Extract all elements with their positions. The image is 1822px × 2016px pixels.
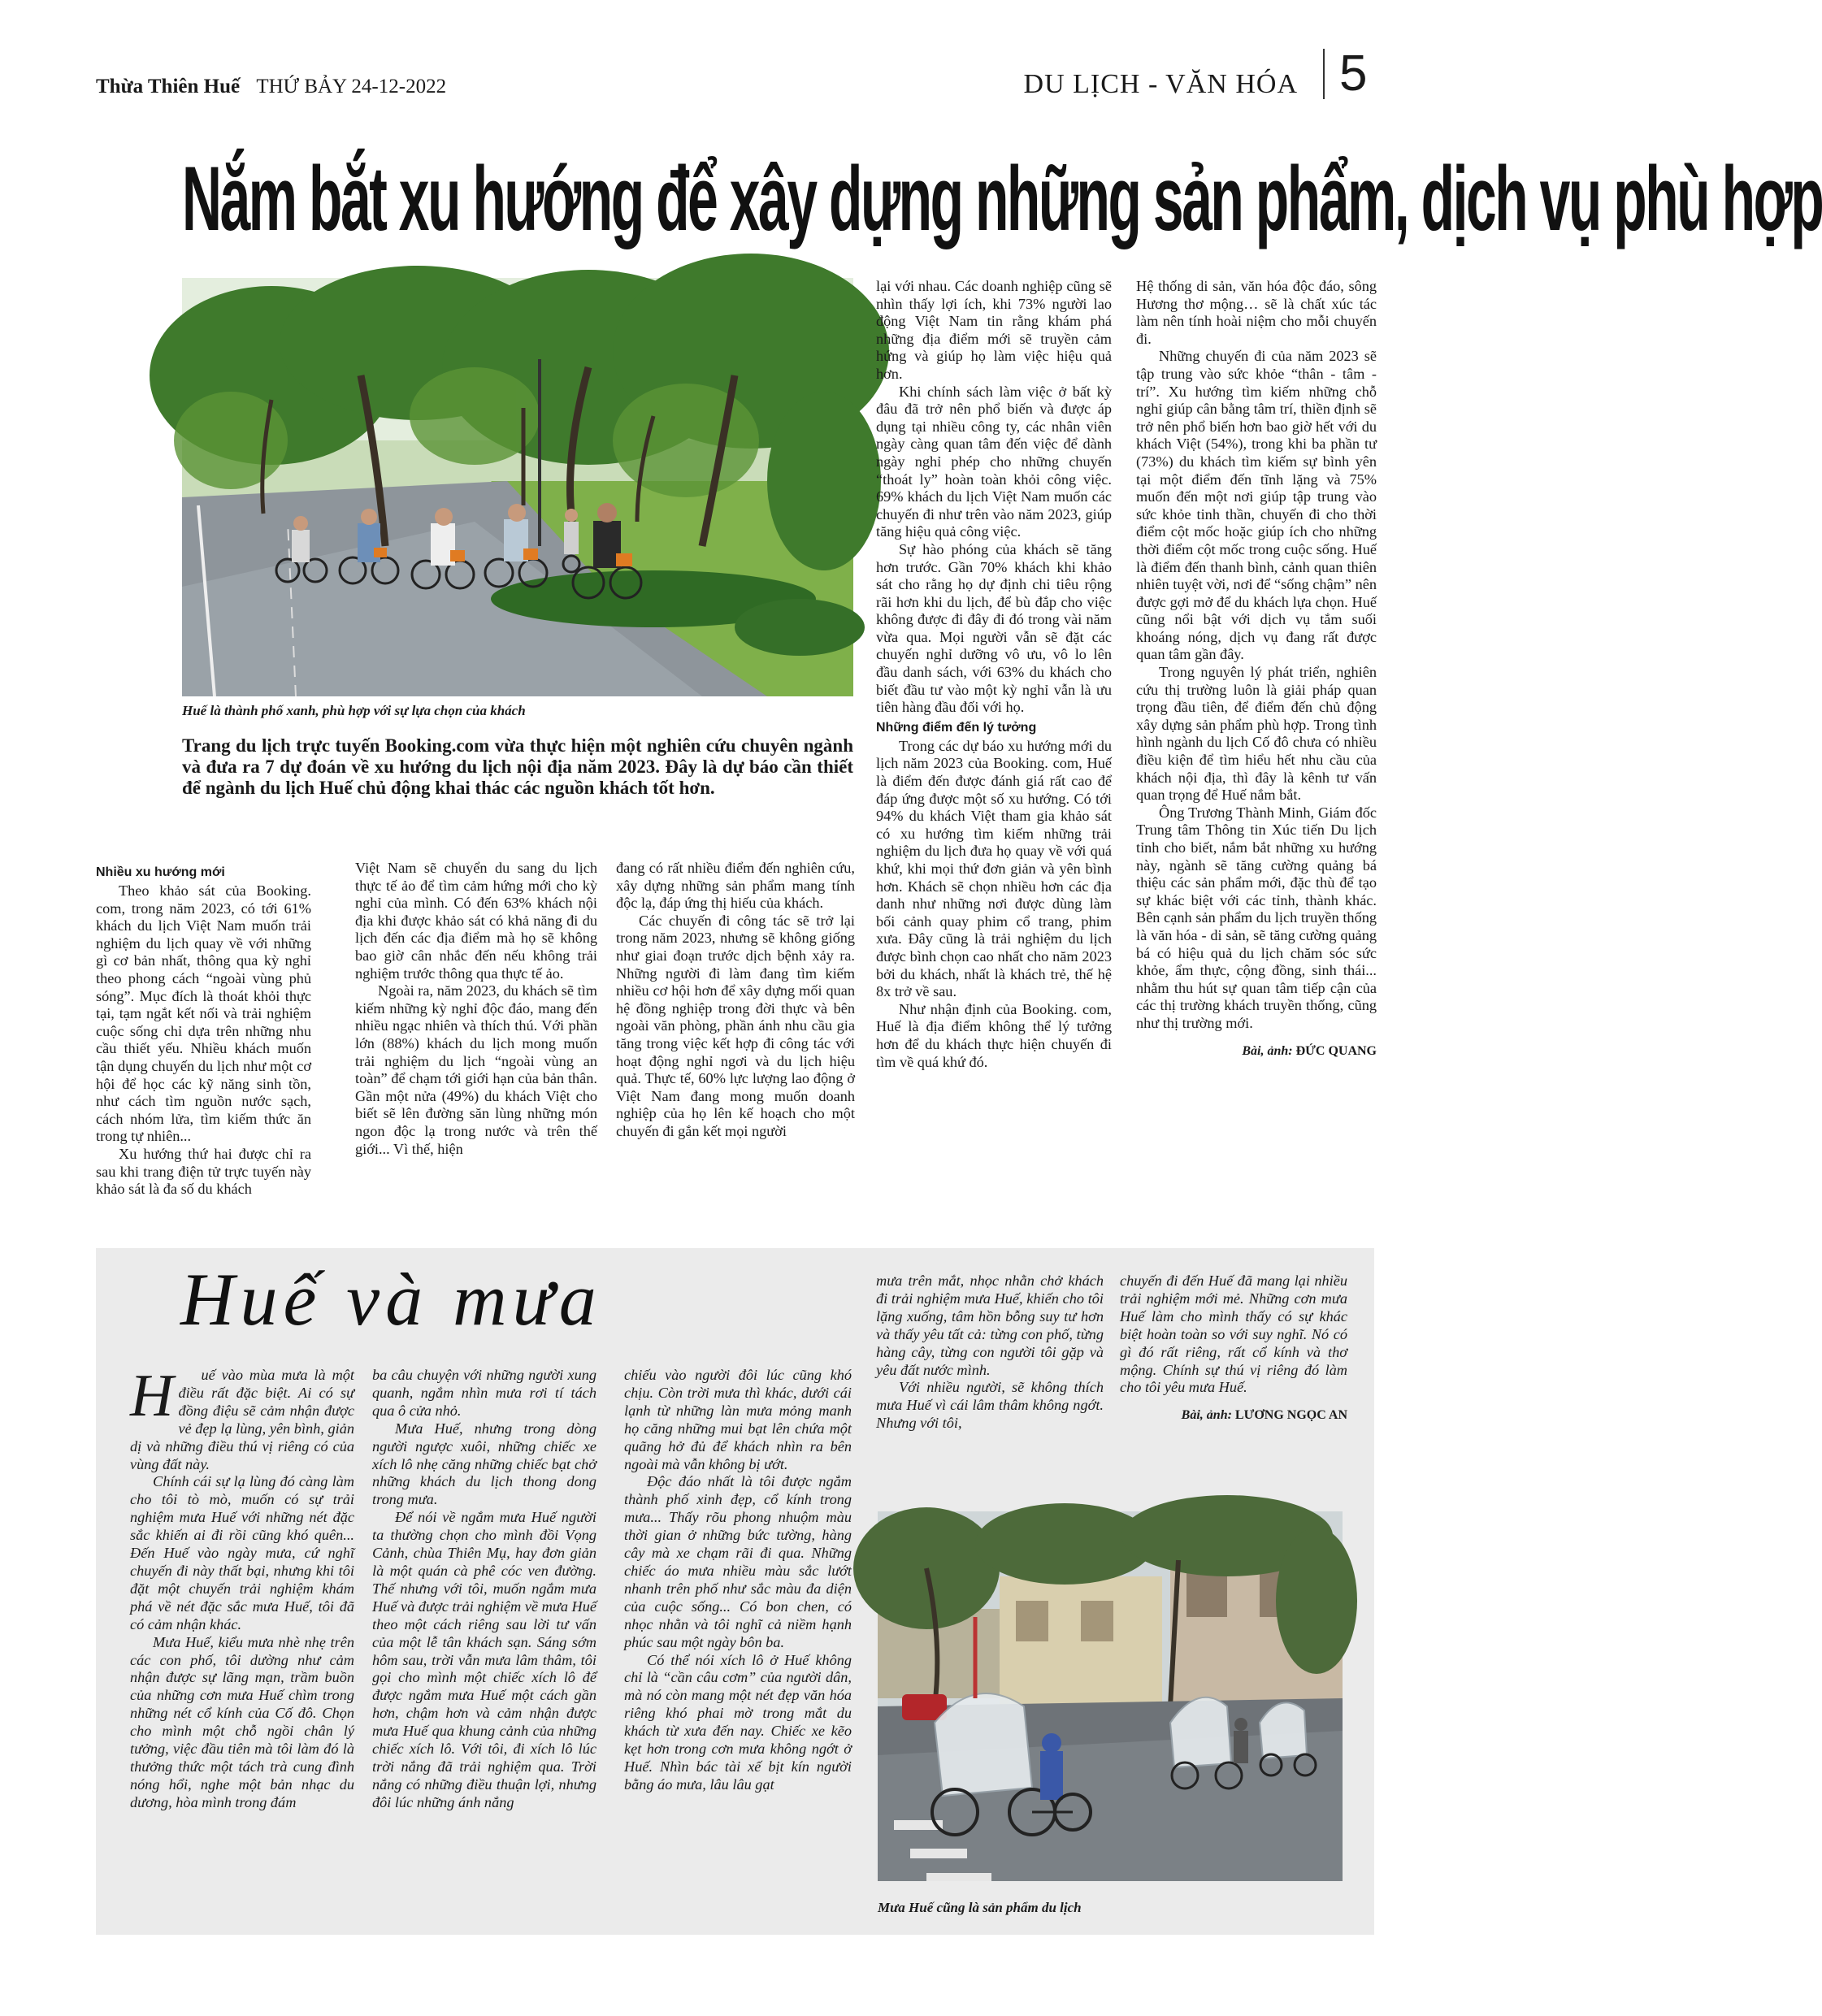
story1-subheading-1: Nhiều xu hướng mới xyxy=(96,865,225,879)
story2-byline: Bài, ảnh: LƯƠNG NGỌC AN xyxy=(1181,1408,1347,1423)
story1-column-2 xyxy=(355,860,597,1158)
paragraph: Trong nguyên lý phát triển, nghiên cứu thị trường luôn là giải pháp quan trọng đầu tiên, để điểm đến chủ động xây dựng sản phẩm phù hợp. Trong tình hình ngành du lịch Cố đô chưa có nhiều điều kiện để tìm hiểu hết nhu cầu của khách nội địa, thì đây là kênh tư vấn quan trọng để Huế nắm bắt. xyxy=(1136,664,1377,804)
rainy-street-cyclo-photo xyxy=(878,1511,1343,1881)
paragraph: Độc đáo nhất là tôi được ngắm thành phố xinh đẹp, cổ kính trong mưa... Thấy rõu phong nhuộm màu thời gian ở những bức tường, hàng cây mà xe chạm rãi đi qua. Những chiếc áo mưa nhiều màu sắc lướt nhanh trên phố như sắc màu đa diện của cuộc sống... Có bon chen, có nhọc nhằn và tôi nghĩ cả niềm hạnh phúc sau một ngày bôn ba. xyxy=(624,1473,852,1650)
paragraph: Ông Trương Thành Minh, Giám đốc Trung tâm Thông tin Xúc tiến Du lịch tỉnh cho biết, nắm bắt những xu hướng này, ngành sẽ tăng cường quảng bá thiệu các sản phẩm mới, đặc thù để tạo sự khác biệt với các tỉnh, thành khác. Bên cạnh sản phẩm du lịch truyền thống là văn hóa - di sản, sẽ tăng cường quảng bá có hiệu quả du lịch chăm sóc sức khỏe, ẩm thực, cộng đồng, sinh thái... nhằm thu hút sự quan tâm tiếp cận của các thị trường khách truyền thống, cũng như thị trường mới. xyxy=(1136,804,1377,1031)
story1-headline: Nắm bắt xu hướng để xây dựng những sản phẩm, dịch vụ phù hợp xyxy=(182,148,1822,249)
story2-column-3 xyxy=(624,1367,852,1794)
story1-byline: Bài, ảnh: ĐỨC QUANG xyxy=(1242,1043,1377,1058)
story1-photo-caption: Huế là thành phố xanh, phù hợp với sự lựa chọn của khách xyxy=(182,703,526,718)
paragraph: Trong các dự báo xu hướng mới du lịch năm 2023 của Booking. com, Huế là điểm đến được đánh giá rất cao để đáp ứng được một số xu hướng. Có tới 94% du khách Việt tham gia khảo sát có xu hướng tìm kiếm những trải nghiệm du lịch đưa họ quay về với quá khứ, khi mọi thứ đơn giản và yên bình hơn. Khách sẽ chọn nhiều hơn các địa danh như những nơi được dùng làm bối cảnh quay phim cổ trang, phim xưa. Đây cũng là trải nghiệm du lịch được bình chọn cao nhất cho năm 2023 bởi du khách, nhất là khách trẻ, thế hệ 8x trở về sau. xyxy=(876,737,1112,1000)
paper-name: Thừa Thiên Huế xyxy=(96,76,241,98)
paragraph: Có thể nói xích lô ở Huế không chỉ là “cần câu cơm” của người dân, mà nó còn mang một nét đẹp văn hóa riêng khó phai mờ trong mắt du khách từ xưa đến nay. Chiếc xe kẽo kẹt hơn trong cơn mưa không ngớt ở Huế. Nhìn bác tài xế bịt kín người bằng áo mưa, lâu lâu gạt xyxy=(624,1651,852,1793)
story2-column-1 xyxy=(130,1363,354,1812)
story2-title: Huế và mưa xyxy=(180,1258,602,1341)
paragraph: Mưa Huế, nhưng trong dòng người ngược xuôi, những chiếc xe xích lô nhẹ căng những chiếc bạt chở những khách du lịch thong dong trong mưa. xyxy=(372,1420,596,1508)
tree-lined-road-photo xyxy=(182,278,853,696)
paragraph: uế vào mùa mưa là một điều rất đặc biệt. Ai có sự đồng điệu sẽ cảm nhận được vẻ đẹp lạ lùng, yên bình, giản dị và những điều thú vị riêng có của vùng đất này. xyxy=(130,1367,354,1472)
paragraph: Mưa Huế, kiểu mưa nhè nhẹ trên các con phố, tôi dường như cảm nhận được sự lãng mạn, trầm buồn của những cơn mưa Huế chìm trong những nét cổ kính của Cố đô. Chọn cho mình một chỗ ngồi chân lý tưởng, việc đầu tiên mà tôi làm đó là thưởng thức một tách trà cung đình nóng hổi, nghe một bản nhạc du dương, hòa mình trong đám xyxy=(130,1633,354,1810)
paragraph: Các chuyến đi công tác sẽ trở lại trong năm 2023, nhưng sẽ không giống như giai đoạn trước dịch bệnh xảy ra. Những người đi làm đang tìm kiếm nhiều cơ hội hơn để xây dựng mối quan hệ đồng nghiệp trong đời thực và bên ngoài văn phòng, phần ánh nhu cầu gia tăng trong việc kết hợp đi công tác với hoạt động nghỉ ngơi và du lịch hiệu quả. Thực tế, 60% lực lượng lao động ở Việt Nam đang mong muốn doanh nghiệp của họ lên kế hoạch cho một chuyến đi gắn kết mọi người xyxy=(616,912,855,1139)
story1-subheading-2: Những điểm đến lý tưởng xyxy=(876,720,1037,735)
paragraph: Sự hào phóng của khách sẽ tăng hơn trước. Gần 70% khách khi khảo sát cho rằng họ dự định chi tiêu rộng rãi hơn khi du lịch, để bù đắp cho việc không được đi đây đi đó trong vài năm vừa qua. Mọi người vẫn sẽ đặt các chuyến nghỉ dưỡng vô ưu, vô lo lên đầu danh sách, với 63% du khách cho biết đầu tư vào một kỳ nghỉ vẫn là ưu tiên hàng đầu đối với họ. xyxy=(876,540,1112,716)
issue-date: THỨ BẢY 24-12-2022 xyxy=(256,76,447,98)
paragraph: ba câu chuyện với những người xung quanh, ngắm nhìn mưa rơi tí tách qua ô cửa nhỏ. xyxy=(372,1367,596,1419)
paragraph: Những chuyến đi của năm 2023 sẽ tập trung vào sức khỏe “thân - tâm - trí”. Xu hướng tìm kiếm những chỗ nghỉ giúp cân bằng tâm trí, thiền định sẽ trở nên phổ biến hơn bao giờ hết với du khách Việt (54%), trong khi ba phần tư (73%) du khách tìm kiếm sự bình yên tại một điểm đến tĩnh lặng và 75% muốn đến một nơi giúp tập trung vào sức khỏe tinh thần, chuyến đi cho thời điểm cột mốc hoặc giúp ích cho những thời điểm cột mốc trong cuộc sống. Huế là điểm đến thanh bình, cảnh quan thiên nhiên tuyệt vời, nơi để “sống chậm” nên được gợi mở để du khách lựa chọn. Huế cũng nổi bật với dịch vụ tắm suối khoáng nóng, dịch vụ đang rất được quan tâm gần đây. xyxy=(1136,348,1377,663)
paragraph: Việt Nam sẽ chuyển du sang du lịch thực tế ảo để tìm cảm hứng mới cho kỳ nghỉ của mình. Có đến 63% khách nội địa khi được khảo sát có khả năng đi du lịch đến các địa điểm mà họ sẽ không bao giờ cân nhắc đến nếu không trải nghiệm trước thông qua thực tế ảo. xyxy=(355,860,597,982)
paragraph: Hệ thống di sản, văn hóa độc đáo, sông Hương thơ mộng… sẽ là chất xúc tác làm nên tính hoài niệm cho mỗi chuyến đi. xyxy=(1136,278,1377,347)
page-number: 5 xyxy=(1339,46,1368,102)
section-title: DU LỊCH - VĂN HÓA xyxy=(1023,69,1298,99)
paragraph: Ngoài ra, năm 2023, du khách sẽ tìm kiếm những kỳ nghỉ độc đáo, mang đến nhiều ngạc nhiên và thích thú. Với phần lớn (88%) khách du lịch mong muốn trải nghiệm du lịch “ngoài vùng an toàn” để chạm tới giới hạn của bản thân. Gần một nửa (49%) du khách Việt cho biết sẽ lên đường săn lùng những món ngon độc lạ trong nước và trên thế giới... Vì thế, hiện xyxy=(355,982,597,1157)
paragraph: Như nhận định của Booking. com, Huế là địa điểm không thể lý tưởng hơn để du khách thực hiện chuyến đi tìm về quá khứ đó. xyxy=(876,1000,1112,1070)
story2-column-4 xyxy=(876,1272,1104,1433)
story2-column-5 xyxy=(1120,1272,1347,1424)
header-divider xyxy=(1323,49,1325,99)
masthead xyxy=(96,76,446,98)
paragraph: mưa trên mắt, nhọc nhằn chở khách đi trải nghiệm mưa Huế, khiến cho tôi lặng xuống, tâm hồn bỗng suy tư hơn và thấy yêu tất cả: từng con phố, từng hàng cây, từng con người tôi gặp và yêu đất nước mình. xyxy=(876,1272,1104,1378)
paragraph: Theo khảo sát của Booking. com, trong năm 2023, có tới 61% khách du lịch Việt Nam muốn trải nghiệm du lịch quay về với những gì cơ bản nhất, thông qua kỳ nghỉ theo phong cách “ngoài vùng phủ sóng”. Mục đích là thoát khỏi thực tại, tạm ngắt kết nối và trải nghiệm cuộc sống chỉ dựa trên những nhu cầu thiết yếu. Nhiều khách muốn tận dụng chuyến du lịch như một cơ hội để học các kỹ năng sinh tồn, như cách tìm nguồn nước sạch, cách nhóm lửa, tìm kiếm thức ăn trong tự nhiên... xyxy=(96,882,311,1145)
drop-cap: H xyxy=(130,1363,174,1429)
paragraph: chuyến đi đến Huế đã mang lại nhiều trải nghiệm mới mẻ. Những cơn mưa Huế làm cho mình thấy có sự khác biệt hoàn toàn so với suy nghĩ. Nó có gì đó rất riêng, rất cổ kính và thơ mộng. Chính sự thú vị riêng đó làm cho tôi yêu mưa Huế. xyxy=(1120,1272,1347,1396)
paragraph: Với nhiều người, sẽ không thích mưa Huế vì cái lâm thâm không ngớt. Nhưng với tôi, xyxy=(876,1379,1104,1432)
story1-column-1 xyxy=(96,861,311,1199)
story1-column-5 xyxy=(1136,278,1377,1060)
story1-lead: Trang du lịch trực tuyến Booking.com vừa thực hiện một nghiên cứu chuyên ngành và đưa ra 7 dự đoán về xu hướng du lịch nội địa năm 2023. Đây là dự báo cần thiết để ngành du lịch Huế chủ động khai thác các nguồn khách tốt hơn. xyxy=(182,735,853,798)
paragraph: lại với nhau. Các doanh nghiệp cũng sẽ nhìn thấy lợi ích, khi 73% người lao động Việt Nam tin rằng khám phá những địa điểm mới sẽ truyền cảm hứng và giúp họ làm việc hiệu quả hơn. xyxy=(876,278,1112,382)
story2-photo-caption: Mưa Huế cũng là sản phẩm du lịch xyxy=(878,1900,1082,1915)
story1-column-4 xyxy=(876,278,1112,1071)
paragraph: Xu hướng thứ hai được chỉ ra sau khi trang điện tử trực tuyến này khảo sát là đa số du khách xyxy=(96,1145,311,1198)
story2-column-2 xyxy=(372,1367,596,1812)
paragraph: đang có rất nhiều điểm đến nghiên cứu, xây dựng những sản phẩm mang tính độc lạ, đáp ứng thị hiếu của khách. xyxy=(616,860,855,912)
paragraph: Để nói về ngắm mưa Huế người ta thường chọn cho mình đồi Vọng Cảnh, chùa Thiên Mụ, hay đơn giản là một quán cà phê cóc ven đường. Thế nhưng với tôi, muốn ngắm mưa Huế và được trải nghiệm về mưa Huế theo một cách riêng sau lời tư vấn của một lễ tân khách sạn. Sáng sớm hôm sau, trời vẫn mưa lâm thâm, tôi gọi cho mình một chiếc xích lô để được ngắm mưa Huế một cách gần hơn, chậm hơn và cảm nhận được mưa Huế qua khung cảnh của những chiếc xích lô. Với tôi, đi xích lô lúc trời nắng đã trải nghiệm qua. Trời nắng có những điều thuận lợi, nhưng đôi lúc những ánh nắng xyxy=(372,1509,596,1810)
story1-photo xyxy=(182,278,853,696)
story1-column-3 xyxy=(616,860,855,1141)
paragraph: chiếu vào người đôi lúc cũng khó chịu. Còn trời mưa thì khác, dưới cái lạnh từ những làn mưa mỏng manh họ căng những mui bạt lên chứa một quãng hở đủ để khách nhìn ra bên ngoài mà vẫn không bị ướt. xyxy=(624,1367,852,1472)
paragraph: Khi chính sách làm việc ở bất kỳ đâu đã trở nên phổ biến và được áp dụng tại nhiều công ty, các nhân viên ngày càng quan tâm đến việc để dành ngày nghỉ phép cho những chuyến “thoát ly” hoàn toàn khỏi công việc. 69% khách du lịch Việt Nam muốn các chuyến đi như trên vào năm 2023, giúp tăng hiệu quả công việc. xyxy=(876,383,1112,540)
story2-photo xyxy=(878,1511,1343,1881)
paragraph: Chính cái sự lạ lùng đó càng làm cho tôi tò mò, muốn có sự trải nghiệm mưa Huế với những nét đặc sắc khiến ai đi rồi cũng khó quên... Đến Huế vào ngày mưa, cứ nghĩ chuyến đi này thất bại, nhưng khi tôi đặt một chuyến trải nghiệm khám phá về nét đặc sắc mưa Huế, tôi đã có cảm nhận khác. xyxy=(130,1473,354,1632)
